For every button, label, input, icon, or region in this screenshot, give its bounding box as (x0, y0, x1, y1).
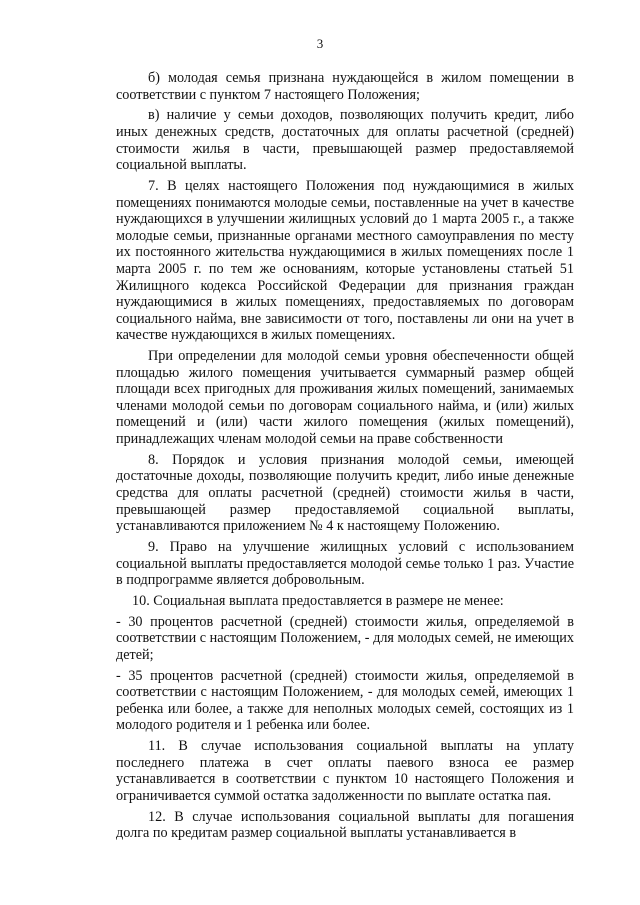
paragraph-6v: в) наличие у семьи доходов, позволяющих получить кредит, либо иных денежных средств, достаточных для оплаты расчетной (средней) стоимости жилья в части, превышающей размер предоставляемой социальной выплаты. (116, 107, 574, 174)
paragraph-7: 7. В целях настоящего Положения под нуждающимися в жилых помещениях понимаются молодые семьи, поставленные на учет в качестве нуждающихся в улучшении жилищных условий до 1 марта 2005 г., а также молодые семьи, признанные органами местного самоуправления по месту их постоянного жительства нуждающимися в жилых помещениях после 1 марта 2005 г. по тем же основаниям, которые установлены статьей 51 Жилищного кодекса Российской Федерации для признания граждан нуждающимися в жилых помещениях, предоставляемых по договорам социального найма, вне зависимости от того, поставлены ли они на учет в качестве нуждающихся в жилых помещениях. (116, 177, 574, 344)
page-number: 3 (316, 36, 324, 51)
paragraph-10: 10. Социальная выплата предоставляется в размере не менее: (132, 592, 504, 609)
paragraph-10-item-35: - 35 процентов расчетной (средней) стоимости жилья, определяемой в соответствии с настоящим Положением, - для молодых семей, имеющих 1 ребенка или более, а также для неполных молодых семей, состоящих из 1 молодого родителя и 1 ребенка или более. (116, 667, 574, 734)
document-body (116, 70, 574, 846)
paragraph-9: 9. Право на улучшение жилищных условий с использованием социальной выплаты предоставляется молодой семье только 1 раз. Участие в подпрограмме является добровольным. (116, 538, 574, 589)
paragraph-10-item-30: - 30 процентов расчетной (средней) стоимости жилья, определяемой в соответствии с настоящим Положением, - для молодых семей, не имеющих детей; (116, 613, 574, 663)
paragraph-7-area: При определении для молодой семьи уровня обеспеченности общей площадью жилого помещения учитывается суммарный размер общей площади всех пригодных для проживания жилых помещений, занимаемых членами молодой семьи по договорам социального найма, и (или) жилых помещений и (или) части жилого помещения (жилых помещений), принадлежащих членам молодой семьи на праве собственности (116, 348, 574, 448)
paragraph-11: 11. В случае использования социальной выплаты на уплату последнего платежа в счет оплаты паевого взноса ее размер устанавливается в соответствии с пунктом 10 настоящего Положения и ограничивается суммой остатка задолженности по выплате остатка пая. (116, 738, 574, 805)
paragraph-12: 12. В случае использования социальной выплаты для погашения долга по кредитам размер социальной выплаты устанавливается в (116, 808, 574, 842)
paragraph-8: 8. Порядок и условия признания молодой семьи, имеющей достаточные доходы, позволяющие получить кредит, либо иные денежные средства для оплаты расчетной (средней) стоимости жилья в части, превышающей размер предоставляемой социальной выплаты, устанавливаются приложением № 4 к настоящему Положению. (116, 451, 574, 535)
paragraph-6b: б) молодая семья признана нуждающейся в жилом помещении в соответствии с пунктом 7 настоящего Положения; (116, 70, 574, 103)
